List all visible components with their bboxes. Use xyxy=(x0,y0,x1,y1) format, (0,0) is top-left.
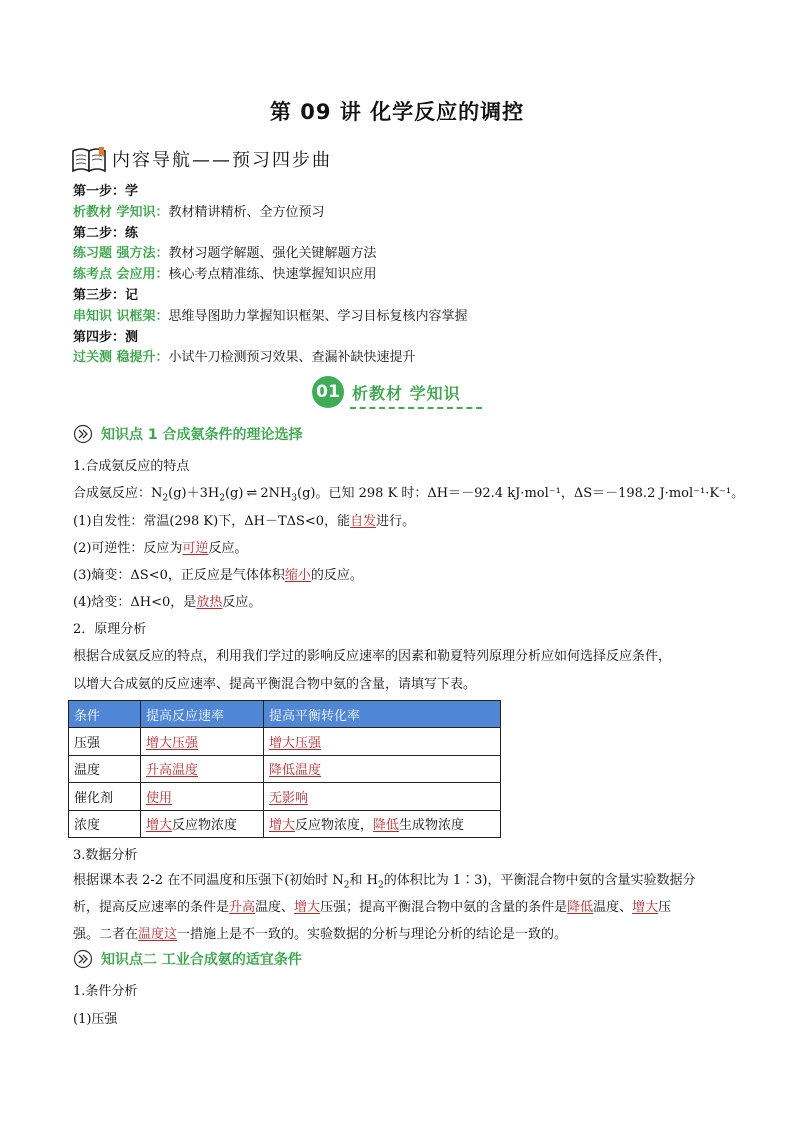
table-cell: 升高温度 xyxy=(141,755,264,782)
data-analysis-line-2: 析，提高反应速率的条件是升高温度、增大压强；提高平衡混合物中氨的含量的条件是降低温度、增大压 xyxy=(73,900,672,915)
table-cell: 催化剂 xyxy=(69,783,141,810)
kp1-heading-1: 1.合成氨反应的特点 xyxy=(73,459,190,474)
table-cell: 增大反应物浓度 xyxy=(141,810,264,837)
data-analysis-heading: 3.数据分析 xyxy=(73,848,138,863)
table-cell: 浓度 xyxy=(69,810,141,837)
data-analysis-line-3: 强。二者在温度这一措施上是不一致的。实验数据的分析与理论分析的结论是一致的。 xyxy=(73,927,568,942)
section-banner xyxy=(312,374,461,410)
principle-intro-line-1: 根据合成氨反应的特点，利用我们学过的影响反应速率的因素和勒夏特列原理分析应如何选择反应条件， xyxy=(73,649,672,664)
step-1-title: 第一步：学 xyxy=(73,184,139,199)
conditions-table xyxy=(68,700,501,838)
page-title: 第 09 讲 化学反应的调控 xyxy=(269,100,525,124)
circle-chevron-icon xyxy=(73,424,93,444)
step-item: 练考点 会应用：核心考点精准练、快速掌握知识应用 xyxy=(73,267,377,283)
kp2-heading-1: 1.条件分析 xyxy=(73,984,138,999)
table-cell: 增大压强 xyxy=(141,728,264,755)
feature-enthalpy: (4)焓变：ΔH<0，是放热反应。 xyxy=(73,595,262,610)
knowledge-point-2-heading xyxy=(73,948,302,970)
table-row xyxy=(69,783,501,810)
section-dashed-underline xyxy=(350,407,482,409)
table-cell: 无影响 xyxy=(264,783,501,810)
table-cell: 温度 xyxy=(69,755,141,782)
kp2-heading-2: (1)压强 xyxy=(73,1012,118,1027)
section-number-badge: 01 xyxy=(312,376,344,408)
content-nav-heading xyxy=(70,143,332,175)
feature-entropy: (3)熵变：ΔS<0，正反应是气体体积缩小的反应。 xyxy=(73,568,363,583)
table-cell: 使用 xyxy=(141,783,264,810)
data-analysis-line-1: 根据课本表 2-2 在不同温度和压强下(初始时 $N_2$和 $H_2$的体积比为 1∶3)，平衡混合物中氨的含量实验数据分 xyxy=(73,873,696,891)
table-header-row xyxy=(69,701,501,728)
section-label: 析教材 学知识 xyxy=(352,383,461,403)
table-header-cell: 提高平衡转化率 xyxy=(264,701,501,728)
open-book-icon xyxy=(70,143,110,175)
steps-list xyxy=(73,182,753,369)
table-cell: 降低温度 xyxy=(264,755,501,782)
kp1-heading-2: 2．原理分析 xyxy=(73,622,147,637)
knowledge-point-2-title: 知识点二 工业合成氨的适宜条件 xyxy=(101,952,302,968)
step-2-title: 第二步：练 xyxy=(73,225,139,241)
table-header-cell: 提高反应速率 xyxy=(141,701,264,728)
knowledge-point-1-heading xyxy=(73,423,303,445)
step-item: 过关测 稳提升：小试牛刀检测预习效果、查漏补缺快速提升 xyxy=(73,350,416,366)
feature-spontaneity: (1)自发性：常温(298 K)下，ΔH－TΔS<0，能自发进行。 xyxy=(73,514,416,529)
table-cell: 增大反应物浓度，降低生成物浓度 xyxy=(264,810,501,837)
circle-chevron-icon xyxy=(73,949,93,969)
reaction-equation: 合成氨反应：$N_2(g)+3H_2(g)$ ⇌ $2NH_3(g)$。已知 298 K 时：ΔH＝－92.4 kJ·mol⁻¹，ΔS＝－198.2 J·mol⁻¹·K⁻¹。 xyxy=(73,486,745,504)
table-cell: 压强 xyxy=(69,728,141,755)
table-cell: 增大压强 xyxy=(264,728,501,755)
principle-intro-line-2: 以增大合成氨的反应速率、提高平衡混合物中氨的含量，请填写下表。 xyxy=(73,677,477,692)
table-row xyxy=(69,728,501,755)
step-item: 串知识 识框架：思维导图助力掌握知识框架、学习目标复核内容掌握 xyxy=(73,308,468,324)
knowledge-point-1-title: 知识点 1 合成氨条件的理论选择 xyxy=(101,427,303,443)
nav-heading-text: 内容导航——预习四步曲 xyxy=(112,150,332,171)
step-3-title: 第三步：记 xyxy=(73,287,139,303)
step-4-title: 第四步：测 xyxy=(73,329,139,345)
feature-reversibility: (2)可逆性：反应为可逆反应。 xyxy=(73,541,248,556)
table-row xyxy=(69,755,501,782)
step-item: 析教材 学知识：教材精讲精析、全方位预习 xyxy=(73,204,325,220)
table-header-cell: 条件 xyxy=(69,701,141,728)
table-row xyxy=(69,810,501,837)
step-item: 练习题 强方法：教材习题学解题、强化关键解题方法 xyxy=(73,246,377,262)
